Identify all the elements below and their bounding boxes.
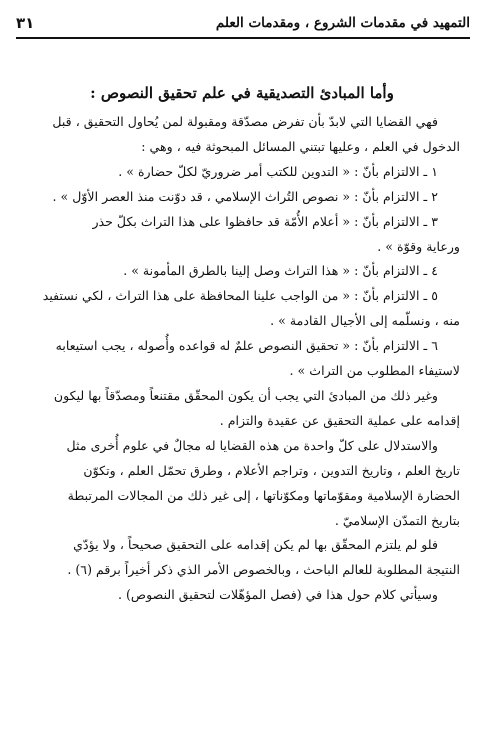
text-line-9: منه ، ونسلّمه إلى الأجيال القادمة » .	[270, 313, 460, 329]
text-line-12: وغير ذلك من المبادئ التي يجب أن يكون المحقّق مقتنعاً ومصدّقاً بها ليكون	[53, 387, 438, 403]
text-line-13: إقدامه على عملية التحقيق عن عقيدة والتزام .	[219, 412, 460, 428]
text-line-20: وسيأتي كلام حول هذا في (فصل المؤهّلات لتحقيق النصوص) .	[118, 587, 438, 603]
text-line-2: الدخول في العلم ، وعليها تبتني المسائل المبحوثة فيه ، وهي :	[141, 138, 460, 154]
text-line-1: فهي القضايا التي لابدّ بأن تفرض مصدّقة ومقبولة لمن يُحاول التحقيق ، قبل	[52, 114, 438, 129]
text-line-10: ٦ ـ الالتزام بأنّ : « تحقيق النصوص علمٌ له قواعده وأُصوله ، يجب استيعابه	[55, 338, 438, 354]
page-body	[24, 84, 460, 608]
text-line-15: تاريخ العلم ، وتاريخ التدوين ، وتراجم الأعلام ، وطرق تحمّل العلم ، وتكوّن	[83, 462, 460, 478]
text-line-19: النتيجة المطلوبة للعالم الباحث ، وبالخصوص الأمر الذي ذكر أخيراً برقم (٦) .	[67, 562, 460, 578]
page-number: ٣١	[16, 14, 35, 32]
text-line-11: لاستيفاء المطلوب من التراث » .	[289, 363, 460, 379]
running-title: التمهيد في مقدمات الشروع ، ومقدمات العلم	[215, 15, 470, 31]
page-header	[16, 12, 470, 39]
text-line-17: بتاريخ التمدّن الإسلاميّ .	[334, 512, 460, 528]
text-line-7: ٤ ـ الالتزام بأنّ : « هذا التراث وصل إلينا بالطرق المأمونة » .	[123, 263, 438, 279]
text-line-8: ٥ ـ الالتزام بأنّ : « من الواجب علينا المحافظة على هذا التراث ، لكي نستفيد	[42, 288, 438, 304]
text-line-6: ورعاية وقوّة » .	[377, 238, 460, 254]
text-line-16: الحضارة الإسلامية ومقوّماتها ومكوّناتها ، إلى غير ذلك من المجالات المرتبطة	[67, 487, 460, 503]
text-line-4: ٢ ـ الالتزام بأنّ : « نصوص التُراث الإسلامي ، قد دوّنت منذ العصر الأوّل » .	[52, 188, 438, 204]
text-line-3: ١ ـ الالتزام بأنّ : « التدوين للكتب أمر ضروريّ لكلّ حضارة » .	[118, 163, 438, 179]
section-heading: وأما المبادئ التصديقية في علم تحقيق النصوص :	[90, 84, 394, 102]
text-line-18: فلو لم يلتزم المحقّق بها لم يكن إقدامه على التحقيق صحيحاً ، ولا يؤدّي	[73, 537, 438, 553]
text-line-14: والاستدلال على كلّ واحدة من هذه القضايا له مجالٌ في علوم أُخرى مثل	[66, 437, 438, 453]
text-line-5: ٣ ـ الالتزام بأنّ : « أعلام الأُمّة قد حافظوا على هذا التراث بكلّ حذر	[92, 213, 438, 229]
